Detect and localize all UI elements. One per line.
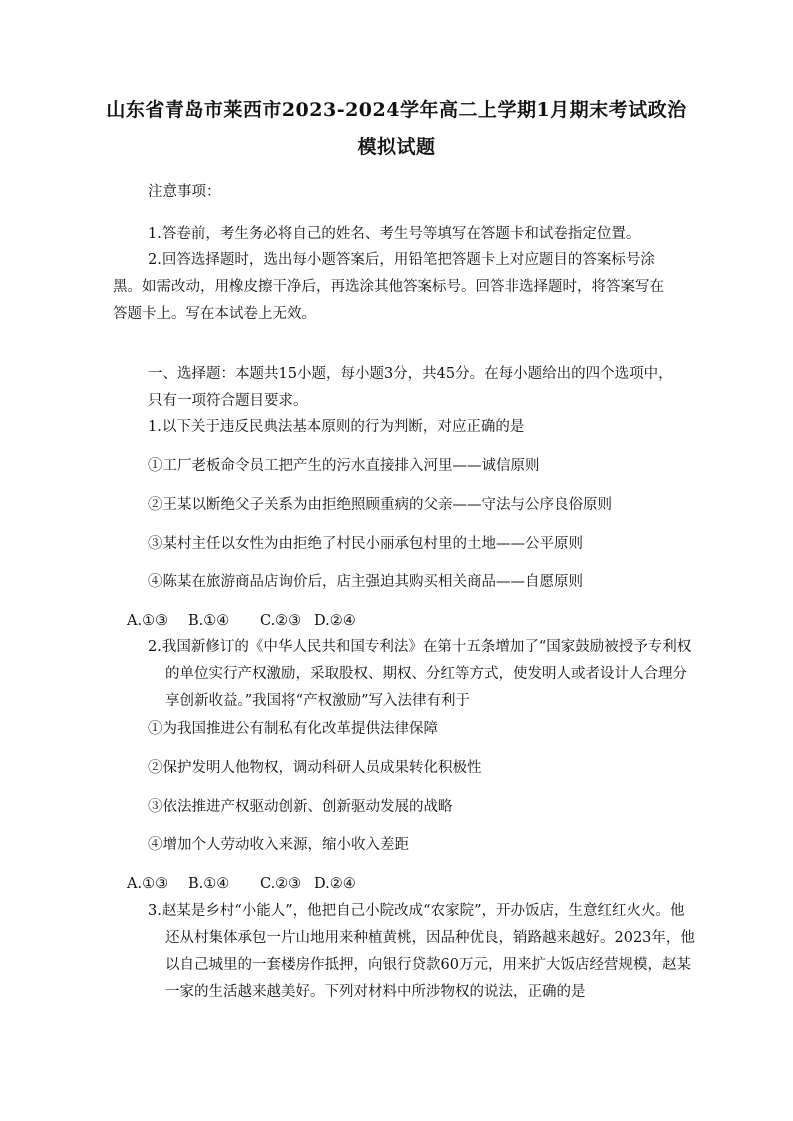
option-c: C.②③ [260, 876, 302, 892]
notice-item-1: 1.答卷前，考生务必将自己的姓名、考生号等填写在答题卡和试卷指定位置。 [148, 226, 641, 242]
option-b: B.①④ [188, 613, 230, 629]
notice-item-2-line2: 黑。如需改动，用橡皮擦干净后，再选涂其他答案标号。回答非选择题时，将答案写在 [113, 279, 664, 295]
option-a: A.①③ [127, 613, 169, 629]
question-1-statement-4: ④陈某在旅游商品店询价后，店主强迫其购买相关商品——自愿原则 [148, 574, 583, 590]
option-c: C.②③ [260, 613, 302, 629]
notice-item-2-line3: 答题卡上。写在本试卷上无效。 [113, 306, 316, 322]
question-2-stem-line3: 享创新收益。”我国将“产权激励”写入法律有利于 [165, 693, 470, 709]
notice-heading: 注意事项： [148, 184, 221, 200]
question-2-statement-4: ④增加个人劳动收入来源，缩小收入差距 [148, 837, 409, 853]
question-1-statement-1: ①工厂老板命令员工把产生的污水直接排入河里——诚信原则 [148, 458, 540, 474]
question-2-stem-line2: 的单位实行产权激励，采取股权、期权、分红等方式，使发明人或者设计人合理分 [165, 666, 687, 682]
question-3-stem-line4: 一家的生活越来越美好。下列对材料中所涉物权的说法，正确的是 [165, 984, 586, 1000]
page-title: 山东省青岛市莱西市2023-2024学年高二上学期1月期末考试政治 [106, 99, 687, 121]
option-d: D.②④ [314, 613, 356, 629]
option-b: B.①④ [188, 876, 230, 892]
notice-item-2-line1: 2.回答选择题时，选出每小题答案后，用铅笔把答题卡上对应题目的答案标号涂 [148, 252, 655, 268]
question-2-statement-2: ②保护发明人他物权，调动科研人员成果转化积极性 [148, 760, 482, 776]
section-intro-line1: 一、选择题：本题共15小题，每小题3分，共45分。在每小题给出的四个选项中， [148, 366, 673, 382]
question-3-stem-line3: 以自己城里的一套楼房作抵押，向银行贷款60万元，用来扩大饭店经营规模，赵某 [165, 957, 691, 973]
question-1-stem: 1.以下关于违反民典法基本原则的行为判断，对应正确的是 [148, 419, 525, 435]
page-subtitle: 模拟试题 [357, 136, 436, 158]
option-a: A.①③ [127, 876, 169, 892]
question-1-options [127, 611, 356, 631]
question-3-stem-line1: 3.赵某是乡村“小能人”，他把自己小院改成“农家院”，开办饭店，生意红红火火。他 [148, 903, 685, 919]
question-2-statement-3: ③依法推进产权驱动创新、创新驱动发展的战略 [148, 799, 453, 815]
section-intro-line2: 只有一项符合题目要求。 [148, 393, 308, 409]
question-1-statement-3: ③某村主任以女性为由拒绝了村民小丽承包村里的土地——公平原则 [148, 536, 583, 552]
question-2-options [127, 874, 356, 894]
question-2-stem-line1: 2.我国新修订的《中华人民共和国专利法》在第十五条增加了“国家鼓励被授予专利权 [148, 639, 692, 655]
option-d: D.②④ [314, 876, 356, 892]
question-3-stem-line2: 还从村集体承包一片山地用来种植黄桃，因品种优良，销路越来越好。2023年，他 [165, 930, 695, 946]
question-1-statement-2: ②王某以断绝父子关系为由拒绝照顾重病的父亲——守法与公序良俗原则 [148, 497, 612, 513]
question-2-statement-1: ①为我国推进公有制私有化改革提供法律保障 [148, 721, 438, 737]
